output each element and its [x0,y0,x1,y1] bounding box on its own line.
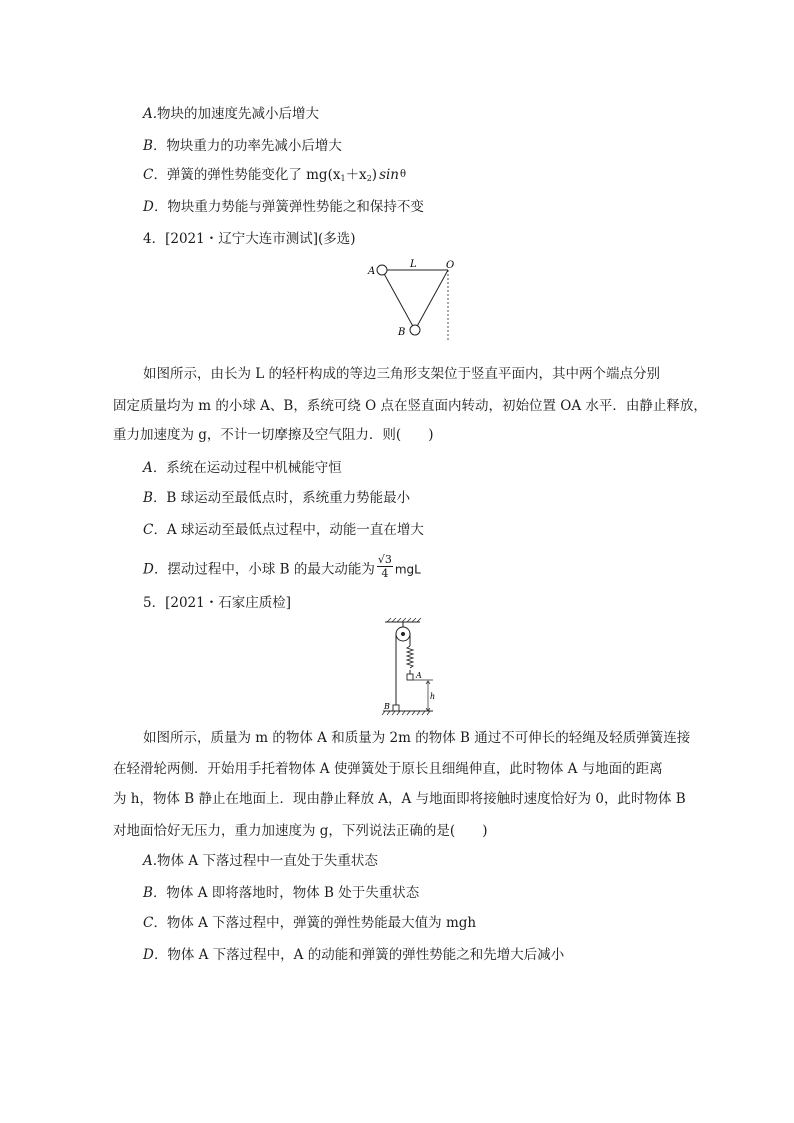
option-text: 物块重力的功率先减小后增大 [166,138,342,154]
q5-option-a [143,852,378,870]
option-label: A. [143,853,158,869]
option-label: B． [143,885,167,901]
label-o: O [446,260,455,271]
rod-bo [415,270,448,330]
option-label: B． [143,138,167,154]
spring [407,646,413,668]
option-label: B． [143,490,167,506]
q4-option-b [143,489,410,507]
fraction-denominator: 4 [381,567,389,580]
pulley-axle [401,632,405,636]
q5-stem-line-2: 在轻滑轮两侧．开始用手托着物体 A 使弹簧处于原长且细绳伸直，此时物体 A 与地面的距离 [113,761,663,777]
label-b: B [398,327,406,338]
label-a: A [416,671,422,680]
option-label: C． [143,915,167,931]
option-text: 物体 A 下落过程中，A 的动能和弹簧的弹性势能之和先增大后减小 [167,947,565,963]
ground-hatch [382,711,430,715]
block-a [407,674,413,680]
q5-option-b [143,884,419,902]
q4-header: 4．[2021・辽宁大连市测试](多选) [143,231,356,247]
option-text: 物块重力势能与弹簧弹性势能之和保持不变 [167,199,424,215]
option-text: ) [371,167,378,183]
option-label: C． [143,167,167,183]
label-h: h [430,692,435,701]
fraction-numerator: √3 [377,553,392,566]
option-label: D． [143,947,168,963]
sin-function: sin [379,167,400,183]
option-text: ＋x [345,167,367,183]
ball-a [377,265,387,275]
option-text: 摆动过程中，小球 B 的最大动能为 [167,561,375,578]
option-text: A 球运动至最低点过程中，动能一直在增大 [166,522,424,538]
option-text: 物体 A 下落过程中一直处于失重状态 [157,853,378,869]
q4-stem-line-1: 如图所示，由长为 L 的轻杆构成的等边三角形支架位于竖直平面内，其中两个端点分别 [143,366,661,382]
q5-pulley-figure [375,617,435,717]
ball-b [410,325,420,335]
q3-option-b [143,137,342,155]
q4-option-a [143,459,342,477]
q5-option-d [143,946,564,964]
q5-stem-line-3: 为 h，物体 B 静止在地面上．现由静止释放 A，A 与地面即将接触时速度恰好为 0，此时物体 B [113,791,686,807]
rod-ab [382,270,415,330]
q5-stem-line-1: 如图所示，质量为 m 的物体 A 和质量为 2m 的物体 B 通过不可伸长的轻绳及轻质弹簧连接 [143,730,691,746]
option-label: D． [143,561,168,578]
q5-option-c [143,914,476,932]
option-label: D． [143,199,168,215]
option-text: mgL [394,562,421,577]
q3-option-d [143,198,424,216]
option-label: A. [143,106,158,122]
q5-header: 5．[2021・石家庄质检] [143,595,291,611]
option-text: 物体 A 即将落地时，物体 B 处于失重状态 [166,885,420,901]
q3-option-a [143,105,319,123]
q4-stem-line-3: 重力加速度为 g，不计一切摩擦及空气阻力．则( ) [113,427,434,443]
theta-symbol: θ [400,169,407,180]
q3-option-c [143,166,406,188]
subscript: 1 [340,174,346,183]
label-l: L [410,259,417,270]
option-text: 弹簧的弹性势能变化了 mg(x [166,167,341,183]
option-text: B 球运动至最低点时，系统重力势能最小 [166,490,411,506]
q4-stem-line-2: 固定质量均为 m 的小球 A、B，系统可绕 O 点在竖直面内转动，初始位置 OA 水平．由静止释放， [113,398,707,414]
q4-triangle-figure [360,258,470,342]
option-label: C． [143,522,167,538]
block-b [393,705,399,711]
label-a: A [368,266,376,277]
q4-option-c [143,521,424,539]
option-text: 系统在运动过程中机械能守恒 [166,460,342,476]
subscript: 2 [366,174,372,183]
option-text: 物块的加速度先减小后增大 [157,106,320,122]
ceiling-hatch [387,618,421,622]
option-text: 物体 A 下落过程中，弹簧的弹性势能最大值为 mgh [166,915,477,931]
q5-stem-line-4: 对地面恰好无压力，重力加速度为 g，下列说法正确的是( ) [113,823,488,839]
label-b: B [384,702,390,711]
option-label: A． [143,460,167,476]
fraction [377,554,393,580]
q4-option-d [143,553,421,583]
